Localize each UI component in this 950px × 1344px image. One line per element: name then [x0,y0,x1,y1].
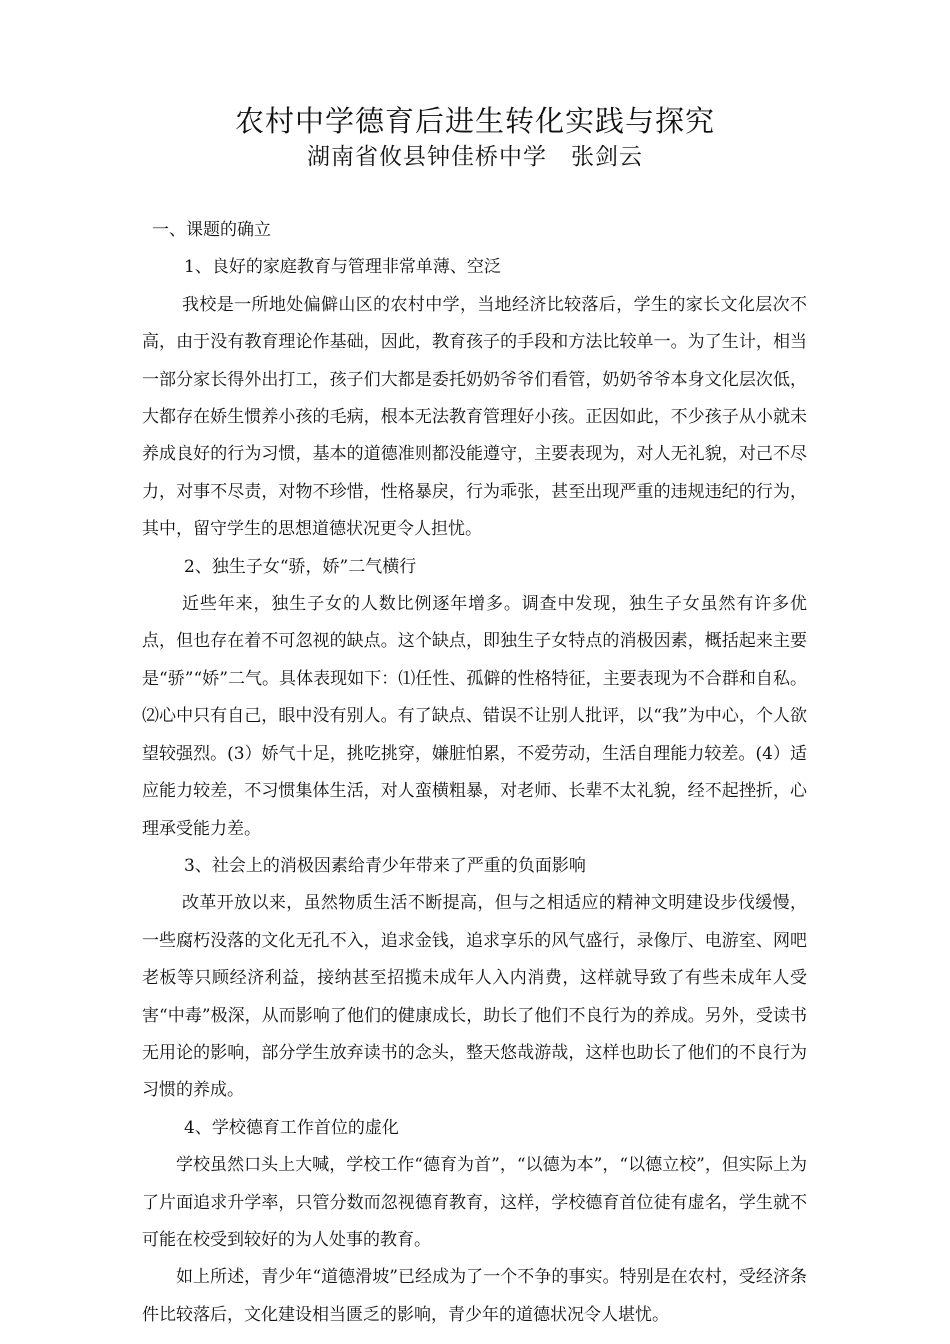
document-title: 农村中学德育后进生转化实践与探究 [234,104,715,138]
document-author-line: 湖南省攸县钟佳桥中学 张剑云 [307,144,643,170]
subsection-heading: 2、独生子女“骄，娇”二气横行 [184,556,417,577]
document-body [142,212,807,1334]
body-paragraph: 改革开放以来，虽然物质生活不断提高，但与之相适应的精神文明建设步伐缓慢，一些腐朽没落的文化无孔不入，追求金钱，追求享乐的风气盛行，录像厅、电游室、网吧老板等只顾经济利益，接纳甚至招揽未成年人入内消费，这样就导致了有些未成年人受害“中毒”极深，从而影响了他们的健康成长，助长了他们不良行为的养成。另外，受读书无用论的影响，部分学生放弃读书的念头，整天悠哉游哉，这样也助长了他们的不良行为习惯的养成。 [142,893,807,1101]
subsection-heading: 4、学校德育工作首位的虚化 [184,1117,399,1138]
body-paragraph: 如上所述，青少年“道德滑坡”已经成为了一个不争的事实。特别是在农村，受经济条件比较落后，文化建设相当匮乏的影响，青少年的道德状况令人堪忧。 [142,1267,807,1325]
body-paragraph: 我校是一所地处偏僻山区的农村中学，当地经济比较落后，学生的家长文化层次不高，由于没有教育理论作基础，因此，教育孩子的手段和方法比较单一。为了生计，相当一部分家长得外出打工，孩子们大都是委托奶奶爷爷们看管，奶奶爷爷本身文化层次低，大都存在娇生惯养小孩的毛病，根本无法教育管理好小孩。正因如此，不少孩子从小就未养成良好的行为习惯，基本的道德准则都没能遵守，主要表现为，对人无礼貌，对己不尽力，对事不尽责，对物不珍惜，性格暴戾，行为乖张，甚至出现严重的违规违纪的行为，其中，留守学生的思想道德状况更令人担忧。 [142,294,807,540]
body-paragraph: 学校虽然口头上大喊，学校工作“德育为首”，“以德为本”，“以德立校”，但实际上为了片面追求升学率，只管分数而忽视德育教育，这样，学校德育首位徒有虚名，学生就不可能在校受到较好的为人处事的教育。 [142,1155,807,1250]
subsection-heading: 1、良好的家庭教育与管理非常单薄、空泛 [184,257,501,278]
subsection-heading: 3、社会上的消极因素给青少年带来了严重的负面影响 [184,855,586,876]
section-heading: 一、课题的确立 [152,220,271,240]
body-paragraph: 近些年来，独生子女的人数比例逐年增多。调查中发现，独生子女虽然有许多优点，但也存在着不可忽视的缺点。这个缺点，即独生子女特点的消极因素，概括起来主要是“骄”“娇”二气。具体表现如下：⑴任性、孤僻的性格特征，主要表现为不合群和自私。⑵心中只有自己，眼中没有别人。有了缺点、错误不让别人批评，以“我”为中心，个人欲望较强烈。(3）娇气十足，挑吃挑穿，嫌脏怕累，不爱劳动，生活自理能力较差。(4）适应能力较差，不习惯集体生活，对人蛮横粗暴，对老师、长辈不太礼貌，经不起挫折，心理承受能力差。 [142,594,807,839]
